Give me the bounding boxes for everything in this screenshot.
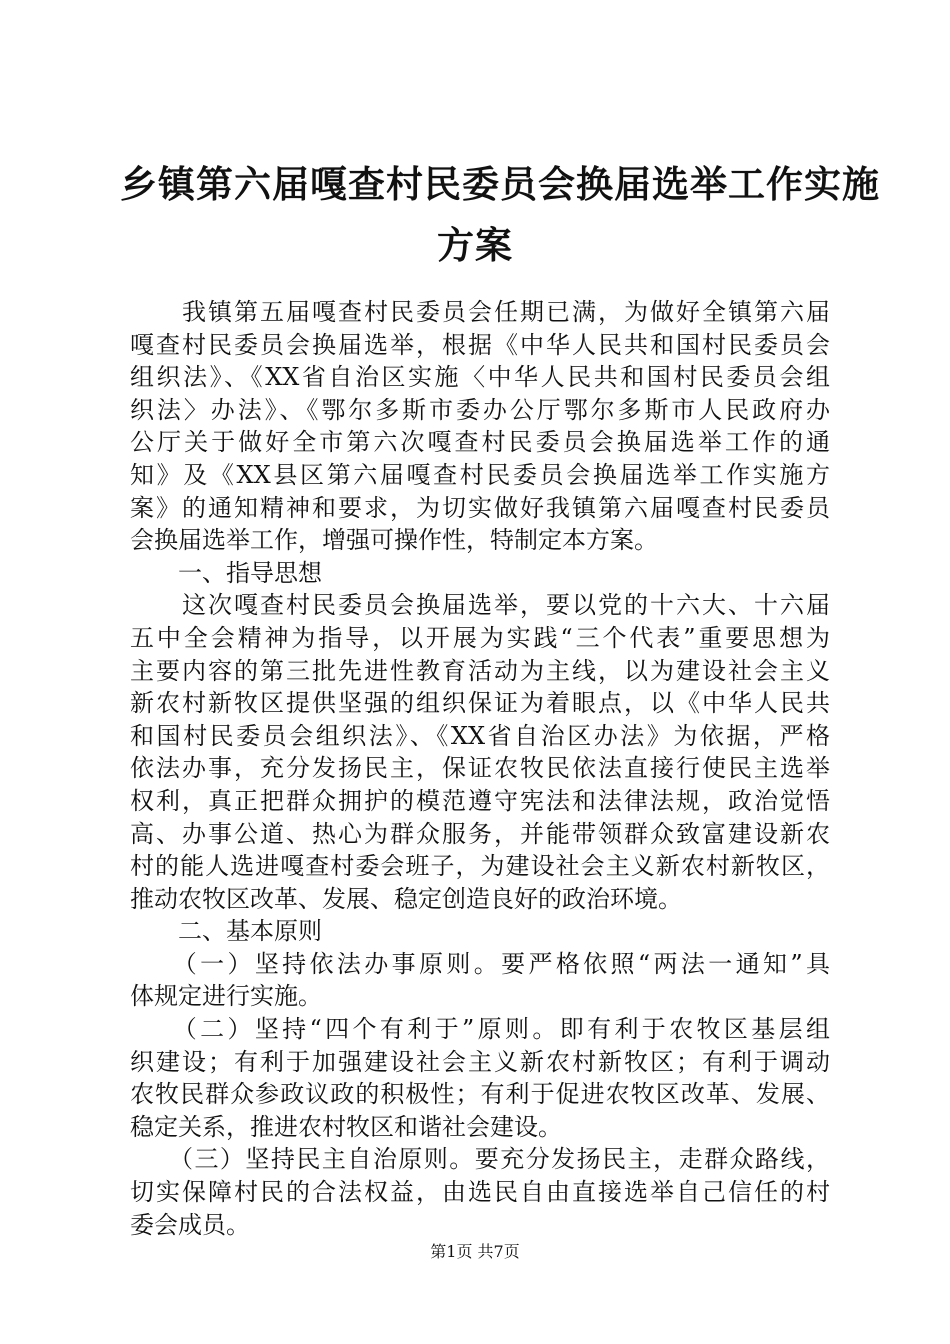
body-line: 主要内容的第三批先进性教育活动为主线，以为建设社会主义 [130,656,830,685]
document-title-line-1: 乡镇第六届嘎查村民委员会换届选举工作实施 [120,163,880,206]
body-line: 依法办事，充分发扬民主，保证农牧民依法直接行使民主选举 [130,754,830,783]
body-line: 公厅关于做好全市第六次嘎查村民委员会换届选举工作的通 [130,428,830,457]
body-line: 农牧民群众参政议政的积极性；有利于促进农牧区改革、发展、 [130,1080,830,1109]
body-line: 我镇第五届嘎查村民委员会任期已满，为做好全镇第六届 [130,298,830,326]
section-heading: 一、指导思想 [130,558,322,587]
body-line: 和国村民委员会组织法》、《XX省自治区办法》为依据，严格 [130,721,830,750]
body-line: 切实保障村民的合法权益，由选民自由直接选举自己信任的村 [130,1178,830,1207]
body-line: 织建设；有利于加强建设社会主义新农村新牧区；有利于调动 [130,1047,830,1076]
body-line: 五中全会精神为指导，以开展为实践“三个代表”重要思想为 [130,623,830,652]
body-line: 高、办事公道、热心为群众服务，并能带领群众致富建设新农 [130,819,830,848]
body-line: 稳定关系，推进农村牧区和谐社会建设。 [130,1112,562,1141]
body-line: （二）坚持“四个有利于”原则。即有利于农牧区基层组 [130,1015,830,1044]
document-title-line-2: 方案 [437,224,513,267]
body-line: 嘎查村民委员会换届选举，根据《中华人民共和国村民委员会 [130,330,830,359]
body-line: 村的能人选进嘎查村委会班子，为建设社会主义新农村新牧区， [130,852,830,881]
body-line: 知》及《XX县区第六届嘎查村民委员会换届选举工作实施方 [130,460,830,489]
body-line: （一）坚持依法办事原则。要严格依照“两法一通知”具 [130,949,830,978]
body-line: 案》的通知精神和要求，为切实做好我镇第六届嘎查村民委员 [130,493,830,522]
body-line: 推动农牧区改革、发展、稳定创造良好的政治环境。 [130,884,682,913]
section-heading: 二、基本原则 [130,917,322,946]
page-number-footer: 第1页 共7页 [430,1242,520,1261]
body-line: 织法〉办法》、《鄂尔多斯市委办公厅鄂尔多斯市人民政府办 [130,395,830,424]
document-body [130,296,830,1241]
body-line: 会换届选举工作，增强可操作性，特制定本方案。 [130,526,658,555]
body-line: 组织法》、《XX省自治区实施〈中华人民共和国村民委员会组 [130,363,830,392]
body-line: 体规定进行实施。 [130,982,322,1011]
body-line: 新农村新牧区提供坚强的组织保证为着眼点，以《中华人民共 [130,689,830,718]
body-line: 这次嘎查村民委员会换届选举，要以党的十六大、十六届 [130,591,830,620]
body-line: 权利，真正把群众拥护的模范遵守宪法和法律法规，政治觉悟 [130,786,830,815]
body-line: （三）坚持民主自治原则。要充分发扬民主，走群众路线， [130,1145,830,1174]
body-line: 委会成员。 [130,1210,250,1239]
